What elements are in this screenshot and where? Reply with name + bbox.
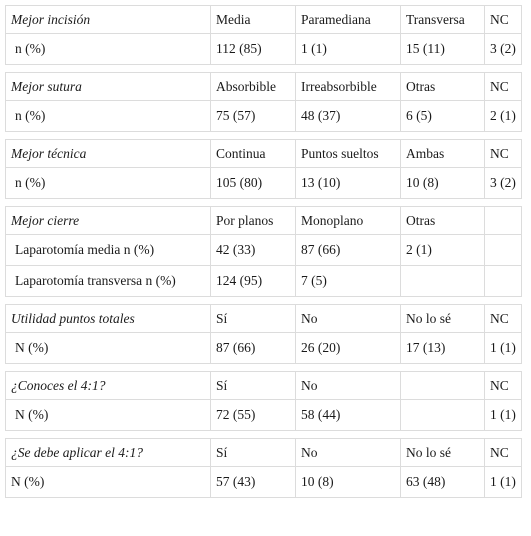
table-cell: 3 (2) bbox=[485, 34, 522, 65]
column-header: NC bbox=[485, 6, 522, 34]
table-cell: 87 (66) bbox=[211, 333, 296, 364]
column-header: NC bbox=[485, 439, 522, 467]
table-cell: 15 (11) bbox=[401, 34, 485, 65]
section-spacer bbox=[6, 199, 522, 207]
spacer-cell bbox=[6, 199, 522, 207]
table-cell: 6 (5) bbox=[401, 101, 485, 132]
table-cell: 3 (2) bbox=[485, 168, 522, 199]
survey-table-body bbox=[6, 6, 522, 498]
column-header: Paramediana bbox=[296, 6, 401, 34]
table-cell: 17 (13) bbox=[401, 333, 485, 364]
spacer-cell bbox=[6, 65, 522, 73]
column-header: No lo sé bbox=[401, 305, 485, 333]
table-cell bbox=[401, 400, 485, 431]
section-title: ¿Se debe aplicar el 4:1? bbox=[6, 439, 211, 467]
section-title: Mejor técnica bbox=[6, 140, 211, 168]
row-label: N (%) bbox=[6, 333, 211, 364]
table-cell: 13 (10) bbox=[296, 168, 401, 199]
table-cell bbox=[401, 266, 485, 297]
section-title: Mejor incisión bbox=[6, 6, 211, 34]
table-row bbox=[6, 235, 522, 266]
table-cell: 42 (33) bbox=[211, 235, 296, 266]
table-row bbox=[6, 168, 522, 199]
table-cell: 75 (57) bbox=[211, 101, 296, 132]
table-cell: 1 (1) bbox=[485, 400, 522, 431]
column-header: Sí bbox=[211, 439, 296, 467]
column-header: Otras bbox=[401, 73, 485, 101]
section-header-row bbox=[6, 207, 522, 235]
table-cell: 48 (37) bbox=[296, 101, 401, 132]
spacer-cell bbox=[6, 297, 522, 305]
column-header: Puntos sueltos bbox=[296, 140, 401, 168]
row-label: N (%) bbox=[6, 467, 211, 498]
column-header: Otras bbox=[401, 207, 485, 235]
table-row bbox=[6, 266, 522, 297]
survey-results-table bbox=[5, 5, 522, 498]
spacer-cell bbox=[6, 364, 522, 372]
table-cell: 2 (1) bbox=[485, 101, 522, 132]
section-spacer bbox=[6, 65, 522, 73]
section-title: Utilidad puntos totales bbox=[6, 305, 211, 333]
table-cell: 2 (1) bbox=[401, 235, 485, 266]
table-cell: 87 (66) bbox=[296, 235, 401, 266]
spacer-cell bbox=[6, 431, 522, 439]
table-cell: 124 (95) bbox=[211, 266, 296, 297]
section-header-row bbox=[6, 439, 522, 467]
row-label: n (%) bbox=[6, 101, 211, 132]
section-title: ¿Conoces el 4:1? bbox=[6, 372, 211, 400]
survey-table-container bbox=[5, 5, 521, 498]
column-header: No lo sé bbox=[401, 439, 485, 467]
column-header: NC bbox=[485, 372, 522, 400]
table-row bbox=[6, 400, 522, 431]
column-header: No bbox=[296, 439, 401, 467]
section-spacer bbox=[6, 364, 522, 372]
table-row bbox=[6, 34, 522, 65]
section-header-row bbox=[6, 372, 522, 400]
row-label: Laparotomía media n (%) bbox=[6, 235, 211, 266]
section-spacer bbox=[6, 431, 522, 439]
table-row bbox=[6, 333, 522, 364]
column-header: Ambas bbox=[401, 140, 485, 168]
table-cell bbox=[485, 235, 522, 266]
column-header: Sí bbox=[211, 372, 296, 400]
section-header-row bbox=[6, 140, 522, 168]
row-label: Laparotomía transversa n (%) bbox=[6, 266, 211, 297]
section-header-row bbox=[6, 305, 522, 333]
spacer-cell bbox=[6, 132, 522, 140]
table-row bbox=[6, 467, 522, 498]
column-header bbox=[401, 372, 485, 400]
column-header: Irreabsorbible bbox=[296, 73, 401, 101]
table-cell: 63 (48) bbox=[401, 467, 485, 498]
table-cell: 7 (5) bbox=[296, 266, 401, 297]
table-cell: 57 (43) bbox=[211, 467, 296, 498]
table-cell: 1 (1) bbox=[485, 333, 522, 364]
column-header: NC bbox=[485, 305, 522, 333]
column-header: Media bbox=[211, 6, 296, 34]
column-header: Absorbible bbox=[211, 73, 296, 101]
column-header: NC bbox=[485, 140, 522, 168]
table-cell: 10 (8) bbox=[401, 168, 485, 199]
column-header: NC bbox=[485, 73, 522, 101]
table-cell: 112 (85) bbox=[211, 34, 296, 65]
section-title: Mejor sutura bbox=[6, 73, 211, 101]
row-label: n (%) bbox=[6, 168, 211, 199]
table-cell bbox=[485, 266, 522, 297]
column-header: Continua bbox=[211, 140, 296, 168]
section-header-row bbox=[6, 73, 522, 101]
section-spacer bbox=[6, 132, 522, 140]
table-cell: 26 (20) bbox=[296, 333, 401, 364]
column-header: Monoplano bbox=[296, 207, 401, 235]
column-header: Por planos bbox=[211, 207, 296, 235]
column-header: No bbox=[296, 305, 401, 333]
column-header: Transversa bbox=[401, 6, 485, 34]
section-title: Mejor cierre bbox=[6, 207, 211, 235]
row-label: n (%) bbox=[6, 34, 211, 65]
table-cell: 105 (80) bbox=[211, 168, 296, 199]
section-spacer bbox=[6, 297, 522, 305]
column-header bbox=[485, 207, 522, 235]
column-header: No bbox=[296, 372, 401, 400]
table-cell: 1 (1) bbox=[296, 34, 401, 65]
row-label: N (%) bbox=[6, 400, 211, 431]
table-cell: 10 (8) bbox=[296, 467, 401, 498]
table-row bbox=[6, 101, 522, 132]
table-cell: 1 (1) bbox=[485, 467, 522, 498]
table-cell: 58 (44) bbox=[296, 400, 401, 431]
table-cell: 72 (55) bbox=[211, 400, 296, 431]
column-header: Sí bbox=[211, 305, 296, 333]
section-header-row bbox=[6, 6, 522, 34]
